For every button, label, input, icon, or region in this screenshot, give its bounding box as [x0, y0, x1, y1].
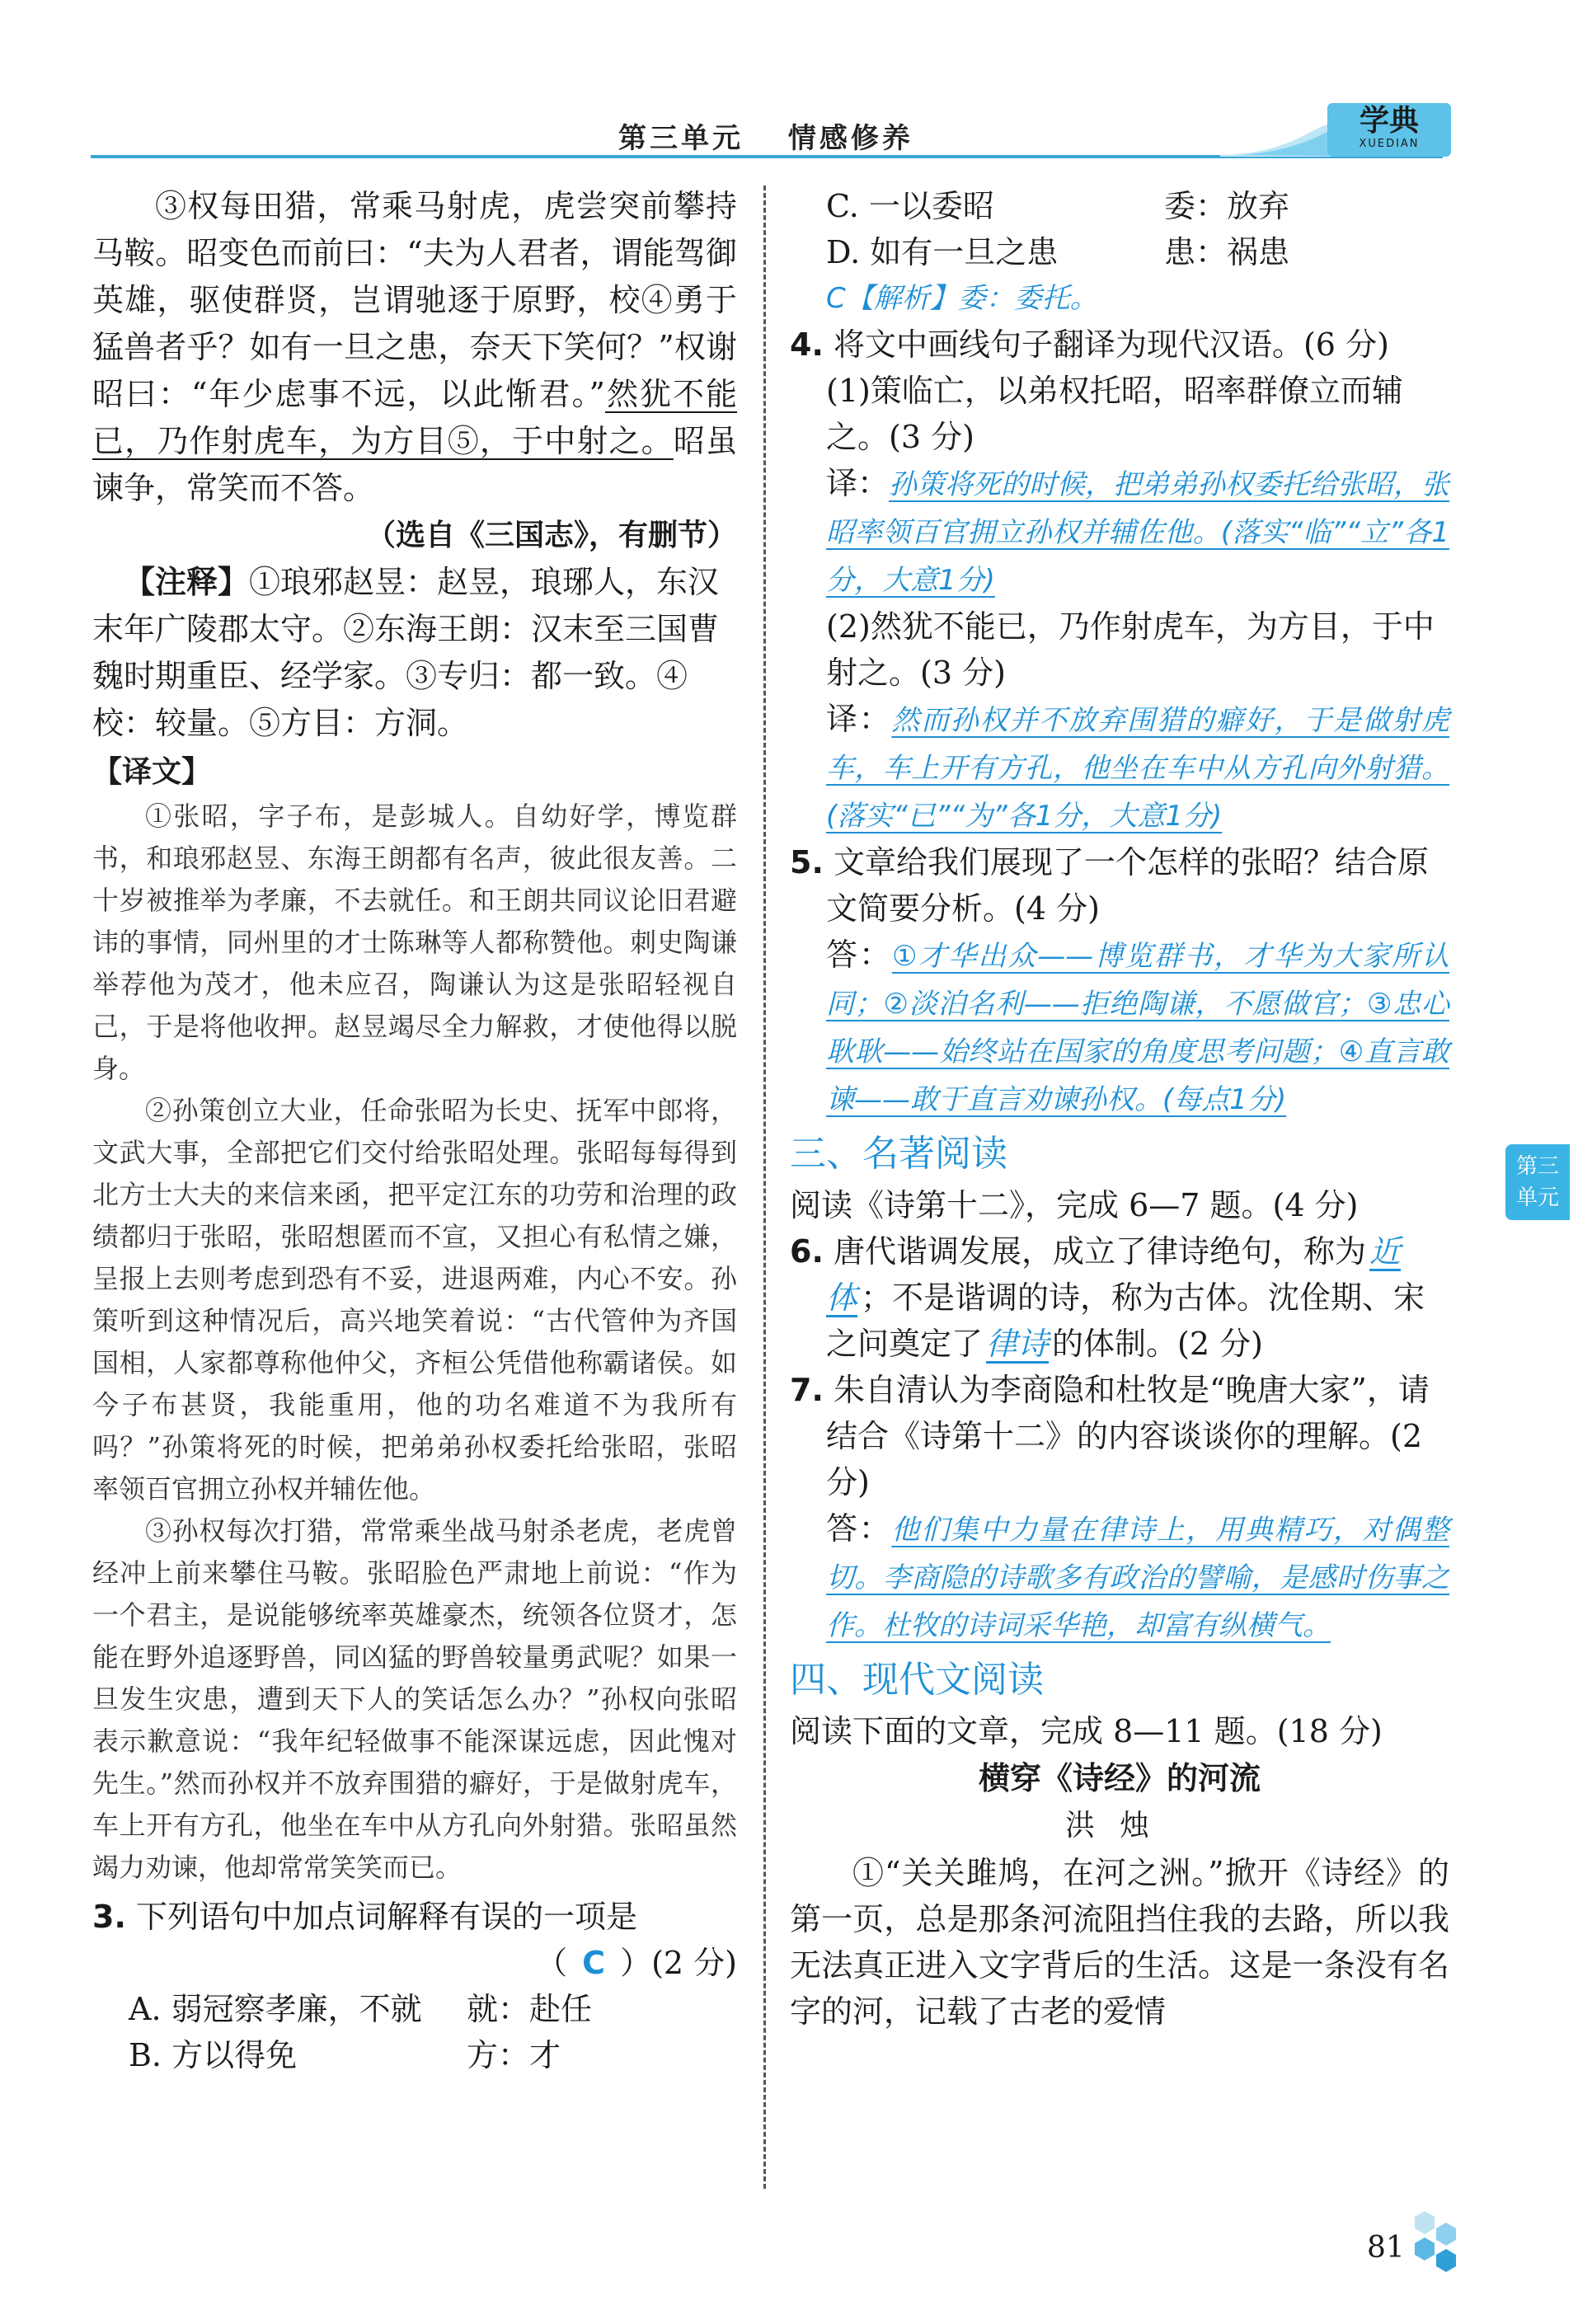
- question-number: 3.: [92, 1899, 126, 1935]
- question-number: 6.: [790, 1233, 824, 1270]
- page-header: [91, 99, 1443, 161]
- answer-label: 答：: [826, 1510, 892, 1547]
- answer-text: 孙策将死的时候，把弟弟孙权委托给张昭，张昭率领百官拥立孙权并辅佐他。(落实“临”“立”各1分，大意1分): [826, 468, 1450, 597]
- q3-analysis: C【解析】委：委托。: [826, 282, 1098, 315]
- logo-subtitle: XUEDIAN: [1359, 138, 1420, 150]
- section-heading-4: 四、现代文阅读: [790, 1659, 1044, 1701]
- fill-answer-2: 律诗: [986, 1326, 1050, 1362]
- option-a-sentence: A. 弱冠察孝廉，不就: [129, 1991, 422, 2027]
- question-points: (2 分): [651, 1945, 737, 1981]
- answer-label: 答：: [826, 937, 892, 973]
- fill-answer-1: 近体: [826, 1233, 1402, 1316]
- hexagon-decoration-icon: [1408, 2209, 1466, 2275]
- question-text-2: ；不是谐调的诗，称为古体。沈佺期、宋之问奠定了: [826, 1279, 1425, 1362]
- column-divider: [763, 185, 766, 2189]
- option-b-sentence: B. 方以得免: [129, 2037, 298, 2073]
- option-b-explanation: 方：才: [467, 2037, 561, 2073]
- section-heading-3: 三、名著阅读: [790, 1133, 1007, 1175]
- unit-title: 第三单元 情感修养: [618, 122, 913, 155]
- right-column: [790, 183, 1449, 2035]
- q4-answer-1: [790, 460, 1449, 603]
- question-5: [790, 839, 1449, 932]
- left-column: [92, 183, 737, 2078]
- option-d-explanation: 患：祸患: [1164, 234, 1290, 270]
- unit-side-tab: [1505, 1144, 1570, 1220]
- paren-close: ）: [620, 1945, 652, 1981]
- option-a-explanation: 就：赴任: [467, 1991, 593, 2027]
- passage-paragraph-3: [92, 183, 737, 512]
- answer-label: 译：: [826, 465, 890, 501]
- answer-letter: C: [582, 1945, 606, 1981]
- question-text: 下列语句中加点词解释有误的一项是: [135, 1899, 637, 1935]
- q7-answer: [790, 1505, 1449, 1649]
- question-text: 朱自清认为李商隐和杜牧是“晚唐大家”，请结合《诗第十二》的内容谈谈你的理解。(2 分): [826, 1372, 1430, 1500]
- option-d: [790, 229, 1449, 275]
- notes: [92, 559, 737, 747]
- passage-text: ③权每田猎，常乘马射虎，虎尝突前攀持马鞍。昭变色而前曰：“夫为人君者，谓能驾御英雄，驱使群贤，岂谓驰逐于原野，校④勇于猛兽者乎？如有一旦之患，奈天下笑何？”权谢昭曰：“年少虑事不远，以此惭君。”: [92, 188, 737, 412]
- side-tab-line-2: 单元: [1515, 1185, 1559, 1210]
- answer-text: ①才华出众——博览群书，才华为大家所认同；②淡泊名利——拒绝陶谦，不愿做官；③忠心耿耿——始终站在国家的角度思考问题；④直言敢谏——敢于直言劝谏孙权。(每点1分): [826, 940, 1449, 1116]
- translation-paragraph-2: ②孙策创立大业，任命张昭为长史、抚军中郎将，文武大事，全部把它们交付给张昭处理。张昭每每得到北方士大夫的来信来函，把平定江东的功劳和治理的政绩都归于张昭，张昭想匿而不宣，又担心有私情之嫌，呈报上去则考虑到恐有不妥，进退两难，内心不安。孙策听到这种情况后，高兴地笑着说：“古代管仲为齐国国相，人家都尊称他仲父，齐桓公凭借他称霸诸侯。如今子布甚贤，我能重用，他的功名难道不为我所有吗？”孙策将死的时候，把弟弟孙权委托给张昭，张昭率领百官拥立孙权并辅佐他。: [92, 1095, 737, 1505]
- question-7: [790, 1367, 1449, 1505]
- paren-open: （: [536, 1945, 568, 1981]
- question-number: 4.: [790, 326, 824, 363]
- question-number: 7.: [790, 1372, 824, 1408]
- translation-heading: 【译文】: [92, 755, 212, 789]
- article-title: 横穿《诗经》的河流: [978, 1760, 1261, 1796]
- q4-sub-2: (2)然犹不能已，乃作射虎车，为方目，于中射之。(3 分): [826, 608, 1435, 691]
- underlined-sentence: 然犹不能已，乃作射虎车，为方目⑤，于中射之。: [92, 376, 737, 459]
- question-text: 将文中画线句子翻译为现代汉语。(6 分): [833, 326, 1389, 363]
- translation-paragraph-3: ③孙权每次打猎，常常乘坐战马射杀老虎，老虎曾经冲上前来攀住马鞍。张昭脸色严肃地上前说：“作为一个君主，是说能够统率英雄豪杰，统领各位贤才，怎能在野外追逐野兽，同凶猛的野兽较量勇武呢？如果一旦发生灾患，遭到天下人的笑话怎么办？”孙权向张昭表示歉意说：“我年纪轻做事不能深谋远虑，因此愧对先生。”然而孙权并不放弃围猎的癖好，于是做射虎车，车上开有方孔，他坐在车中从方孔向外射猎。张昭虽然竭力劝谏，他却常常笑笑而已。: [92, 1515, 737, 1883]
- logo-badge: [1327, 103, 1451, 157]
- q4-sub-1: (1)策临亡，以弟权托昭，昭率群僚立而辅之。(3 分): [826, 373, 1403, 455]
- q4-answer-2: [790, 696, 1449, 839]
- question-6: [790, 1228, 1449, 1367]
- notes-text: ①琅邪赵昱：赵昱，琅琊人，东汉末年广陵郡太守。②东海王朗：汉末至三国曹魏时期重臣、经学家。③专归：都一致。④校：较量。⑤方目：方洞。: [92, 564, 720, 741]
- answer-text: 然而孙权并不放弃围猎的癖好，于是做射虎车，车上开有方孔，他坐在车中从方孔向外射猎。(落实“已”“为”各1分，大意1分): [826, 704, 1449, 833]
- q5-answer: [790, 932, 1449, 1123]
- passage-rest: 昭虽谏争，常笑而不答。: [92, 423, 737, 506]
- option-c-explanation: 委：放弃: [1164, 188, 1290, 224]
- brand-logo: [1237, 99, 1451, 161]
- answer-text: 他们集中力量在律诗上，用典精巧，对偶整切。李商隐的诗歌多有政治的譬喻，是感时伤事之作。杜牧的诗词采华艳，却富有纵横气。: [826, 1514, 1449, 1642]
- question-4: [790, 322, 1449, 368]
- article-paragraph-1: ①“关关雎鸠，在河之洲。”掀开《诗经》的第一页，总是那条河流阻挡住我的去路，所以我无法真正进入文字背后的生活。这是一条没有名字的河，记载了古老的爱情: [790, 1855, 1449, 2030]
- question-number: 5.: [790, 844, 824, 880]
- question-3: [92, 1894, 737, 1940]
- option-c: [790, 183, 1449, 229]
- section-3-intro: 阅读《诗第十二》，完成 6—7 题。(4 分): [790, 1187, 1359, 1223]
- question-text: 文章给我们展现了一个怎样的张昭？结合原文简要分析。(4 分): [826, 844, 1429, 927]
- logo-title: 学典: [1359, 104, 1419, 138]
- notes-heading: 【注释】: [124, 564, 250, 600]
- option-b: [92, 2032, 737, 2078]
- page-number: 81: [1367, 2231, 1405, 2265]
- question-text-3: 的体制。(2 分): [1052, 1326, 1263, 1362]
- translation-paragraph-1: ①张昭，字子布，是彭城人。自幼好学，博览群书，和琅邪赵昱、东海王朗都有名声，彼此很友善。二十岁被推举为孝廉，不去就任。和王朗共同议论旧君避讳的事情，同州里的才士陈琳等人都称赞他。刺史陶谦举荐他为茂才，他未应召，陶谦认为这是张昭轻视自己，于是将他收押。赵昱竭尽全力解救，才使他得以脱身。: [92, 800, 737, 1084]
- option-a: [92, 1986, 737, 2032]
- section-4-intro: 阅读下面的文章，完成 8—11 题。(18 分): [790, 1713, 1383, 1749]
- question-text: 唐代谐调发展，成立了律诗绝句，称为: [833, 1233, 1366, 1270]
- answer-label: 译：: [826, 701, 892, 737]
- article-author: 洪烛: [1064, 1809, 1174, 1843]
- passage-source: （选自《三国志》，有删节）: [365, 519, 737, 552]
- option-c-sentence: C. 一以委昭: [826, 188, 994, 224]
- side-tab-line-1: 第三: [1515, 1154, 1559, 1179]
- answer-bracket: [92, 1940, 737, 1986]
- option-d-sentence: D. 如有一旦之患: [826, 234, 1059, 270]
